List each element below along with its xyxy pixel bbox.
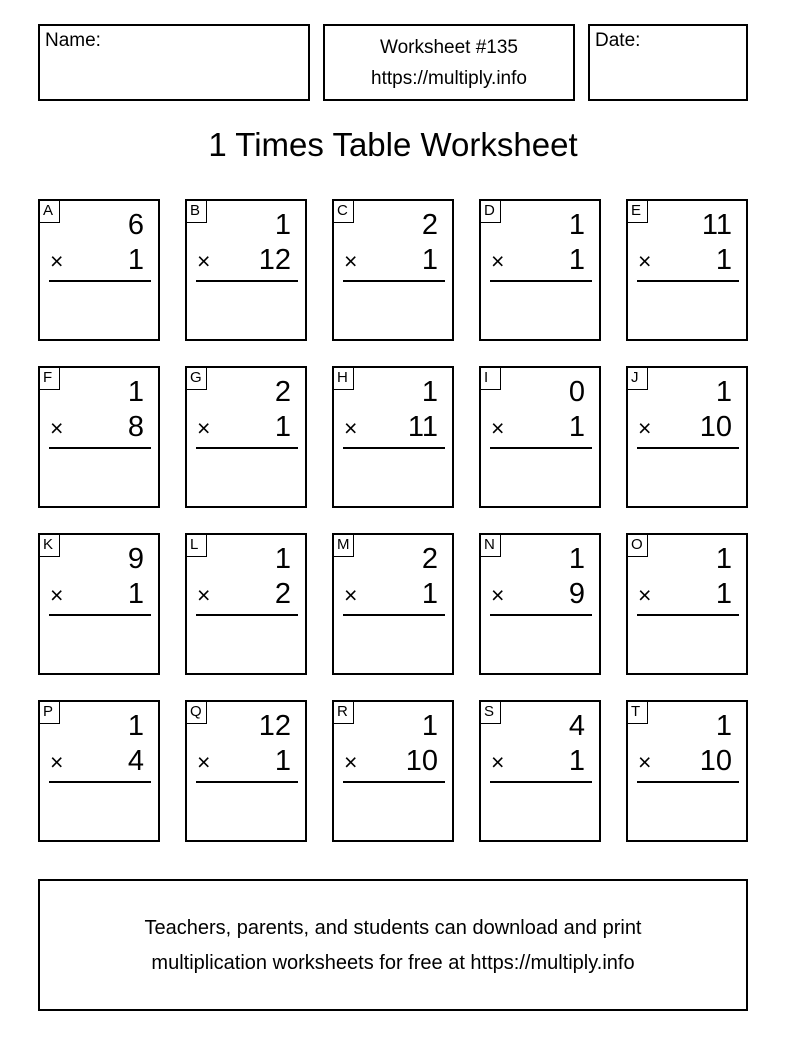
multiply-sign-icon: × [344,248,358,274]
problem-multiplicand: 1 [127,710,144,742]
answer-line [196,280,298,282]
problem-card[interactable] [479,700,601,842]
problem-multiplier: 10 [699,411,732,443]
problem-letter: O [628,535,648,557]
problem-multiplicand: 2 [421,543,438,575]
page-title: 1 Times Table Worksheet [208,126,578,163]
problem-letter: M [334,535,354,557]
problem-card[interactable] [332,700,454,842]
answer-line [343,280,445,282]
problem-letter: S [481,702,501,724]
footer-line-2: multiplication worksheets for free at https://multiply.info [151,952,635,974]
answer-line [490,280,592,282]
problem-letter: H [334,368,354,390]
problem-multiplicand: 6 [127,209,144,241]
problem-multiplier: 1 [568,244,585,276]
problem-card[interactable] [185,199,307,341]
problem-multiplicand: 9 [127,543,144,575]
name-field-box[interactable] [38,24,310,101]
problem-letter: C [334,201,354,223]
problem-letter: D [481,201,501,223]
answer-line [490,614,592,616]
problem-letter: Q [187,702,207,724]
problem-multiplicand: 1 [568,543,585,575]
footer-note-box [38,879,748,1011]
answer-line [49,447,151,449]
problem-multiplicand: 1 [715,376,732,408]
problem-letter: A [40,201,60,223]
multiply-sign-icon: × [197,749,211,775]
multiply-sign-icon: × [491,415,505,441]
problem-card[interactable] [332,533,454,675]
problem-multiplicand: 12 [258,710,291,742]
name-label: Name: [45,30,101,51]
problem-letter: E [628,201,648,223]
problem-letter: G [187,368,207,390]
problem-card[interactable] [626,533,748,675]
multiply-sign-icon: × [50,749,64,775]
multiply-sign-icon: × [491,248,505,274]
problem-grid [38,199,748,842]
multiply-sign-icon: × [344,582,358,608]
date-field-box[interactable] [588,24,748,101]
answer-line [490,781,592,783]
multiply-sign-icon: × [197,582,211,608]
problem-letter: F [40,368,60,390]
multiply-sign-icon: × [638,248,652,274]
answer-line [343,447,445,449]
multiply-sign-icon: × [638,415,652,441]
answer-line [196,781,298,783]
multiply-sign-icon: × [491,582,505,608]
problem-card[interactable] [332,199,454,341]
problem-multiplicand: 1 [715,710,732,742]
worksheet-info-box [323,24,575,101]
problem-multiplier: 1 [715,244,732,276]
answer-line [637,280,739,282]
problem-card[interactable] [479,533,601,675]
problem-card[interactable] [38,700,160,842]
problem-letter: B [187,201,207,223]
answer-line [490,447,592,449]
problem-card[interactable] [332,366,454,508]
multiply-sign-icon: × [50,582,64,608]
problem-multiplier: 1 [568,745,585,777]
answer-line [196,614,298,616]
problem-multiplicand: 0 [568,376,585,408]
multiply-sign-icon: × [50,415,64,441]
problem-letter: N [481,535,501,557]
problem-letter: P [40,702,60,724]
problem-multiplier: 1 [421,578,438,610]
problem-card[interactable] [185,366,307,508]
multiply-sign-icon: × [638,749,652,775]
problem-card[interactable] [38,199,160,341]
problem-multiplier: 1 [127,578,144,610]
multiply-sign-icon: × [638,582,652,608]
problem-multiplier: 1 [274,745,291,777]
problem-card[interactable] [479,199,601,341]
problem-letter: T [628,702,648,724]
footer-line-1: Teachers, parents, and students can download and print [144,917,642,939]
answer-line [196,447,298,449]
problem-multiplier: 4 [127,745,144,777]
multiply-sign-icon: × [197,415,211,441]
problem-card[interactable] [626,700,748,842]
problem-letter: R [334,702,354,724]
answer-line [49,280,151,282]
worksheet-url: https://multiply.info [371,68,527,89]
problem-multiplier: 8 [127,411,144,443]
answer-line [343,781,445,783]
problem-letter: I [481,368,501,390]
problem-multiplier: 1 [568,411,585,443]
problem-multiplicand: 1 [274,543,291,575]
problem-multiplicand: 1 [274,209,291,241]
answer-line [49,614,151,616]
problem-multiplicand: 1 [127,376,144,408]
problem-multiplier: 1 [274,411,291,443]
problem-multiplier: 10 [699,745,732,777]
multiply-sign-icon: × [197,248,211,274]
problem-multiplicand: 4 [568,710,585,742]
multiply-sign-icon: × [50,248,64,274]
problem-multiplier: 1 [715,578,732,610]
problem-multiplicand: 1 [715,543,732,575]
problem-letter: K [40,535,60,557]
problem-multiplier: 9 [568,578,585,610]
problem-card[interactable] [38,533,160,675]
problem-multiplicand: 1 [568,209,585,241]
date-label: Date: [595,30,641,51]
problem-multiplier: 1 [127,244,144,276]
problem-letter: J [628,368,648,390]
problem-card[interactable] [626,199,748,341]
problem-card[interactable] [38,366,160,508]
problem-multiplicand: 2 [421,209,438,241]
problem-card[interactable] [626,366,748,508]
answer-line [637,781,739,783]
problem-multiplicand: 2 [274,376,291,408]
problem-letter: L [187,535,207,557]
answer-line [343,614,445,616]
problem-multiplier: 1 [421,244,438,276]
problem-card[interactable] [479,366,601,508]
answer-line [637,614,739,616]
problem-multiplicand: 1 [421,376,438,408]
problem-card[interactable] [185,533,307,675]
multiply-sign-icon: × [491,749,505,775]
problem-card[interactable] [185,700,307,842]
worksheet-number: Worksheet #135 [379,37,518,58]
problem-multiplier: 12 [258,244,291,276]
problem-multiplier: 2 [274,578,291,610]
problem-multiplicand: 11 [701,209,732,241]
answer-line [49,781,151,783]
multiply-sign-icon: × [344,415,358,441]
multiply-sign-icon: × [344,749,358,775]
problem-multiplier: 11 [407,411,438,443]
answer-line [637,447,739,449]
problem-multiplicand: 1 [421,710,438,742]
problem-multiplier: 10 [405,745,438,777]
